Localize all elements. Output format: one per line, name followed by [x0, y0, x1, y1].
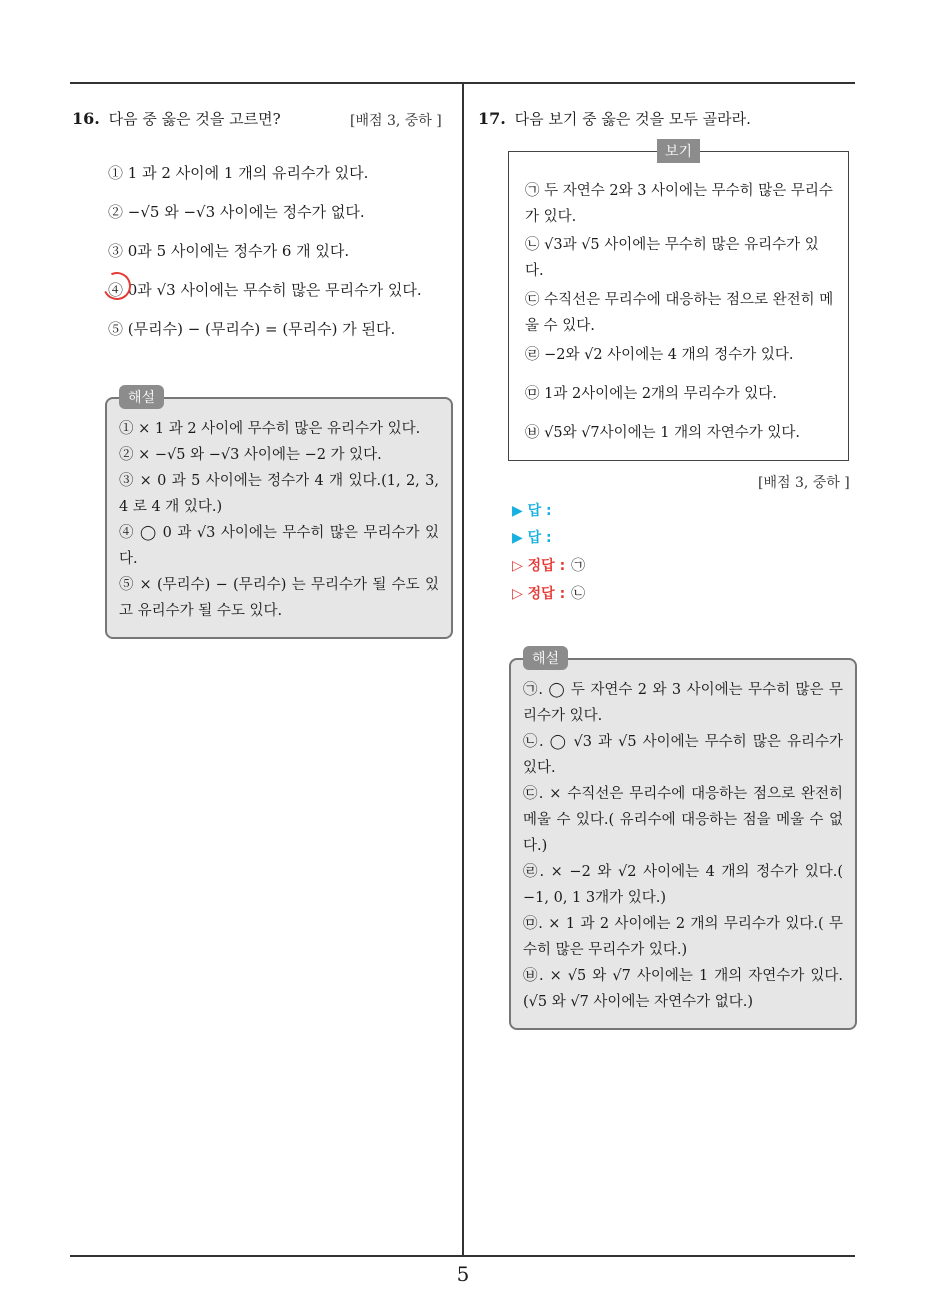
q17-solution-line: ㉤. × 1 과 2 사이에는 2 개의 무리수가 있다.( 무수히 많은 무리수가 있다.) — [523, 916, 843, 958]
correct-answer-1 — [512, 555, 585, 575]
correct-answer-2 — [512, 583, 585, 603]
bogi-item: ㉢ 수직선은 무리수에 대응하는 점으로 완전히 메울 수 있다. — [525, 292, 834, 334]
column-divider — [462, 84, 464, 1256]
q16-solution-line: ② × −√5 와 −√3 사이에는 −2 가 있다. — [119, 447, 382, 463]
q17-score: [배점 3, 중하 ] — [758, 475, 850, 491]
q17-title — [478, 108, 751, 129]
bottom-rule — [70, 1255, 855, 1257]
q17-solution-line: ㉡. ◯ √3 과 √5 사이에는 무수히 많은 유리수가 있다. — [523, 734, 843, 776]
q16-solution-line: ① × 1 과 2 사이에 무수히 많은 유리수가 있다. — [119, 421, 421, 437]
q16-score: [배점 3, 중하 ] — [350, 113, 442, 129]
q16-title — [72, 108, 281, 129]
page-number: 5 — [456, 1262, 470, 1286]
q16-solution-line: ⑤ × (무리수) − (무리수) 는 무리수가 될 수도 있고 유리수가 될 수도 있다. — [119, 577, 439, 619]
bogi-item: ㉠ 두 자연수 2와 3 사이에는 무수히 많은 무리수가 있다. — [525, 183, 833, 225]
answer-label-1: ▶ 답 : — [512, 503, 552, 519]
correct-label: ▷ 정답 : — [512, 558, 566, 574]
q17-solution-box — [509, 658, 857, 1030]
q17-solution-line: ㉢. × 수직선은 무리수에 대응하는 점으로 완전히 메울 수 있다.( 유리수에 대응하는 점을 메울 수 없다.) — [523, 786, 843, 854]
bogi-item: ㉡ √3과 √5 사이에는 무수히 많은 유리수가 있다. — [525, 237, 819, 279]
q16-choice-3[interactable]: ③ 0과 5 사이에는 정수가 6 개 있다. — [108, 242, 350, 260]
q17-solution-line: ㉥. × √5 와 √7 사이에는 1 개의 자연수가 있다.(√5 와 √7 사이에는 자연수가 없다.) — [523, 968, 843, 1010]
q17-number: 17. — [478, 109, 506, 128]
q16-choice-2[interactable]: ② −√5 와 −√3 사이에는 정수가 없다. — [108, 203, 365, 221]
q16-choice-1[interactable]: ① 1 과 2 사이에 1 개의 유리수가 있다. — [108, 164, 369, 182]
bogi-item: ㉥ √5와 √7사이에는 1 개의 자연수가 있다. — [525, 425, 801, 441]
q16-solution-box — [105, 397, 453, 639]
correct-label: ▷ 정답 : — [512, 586, 566, 602]
q16-number: 16. — [72, 109, 100, 128]
bogi-item: ㉣ −2와 √2 사이에는 4 개의 정수가 있다. — [525, 347, 794, 363]
correct-value: ㉠ — [571, 558, 586, 574]
q17-solution-line: ㉣. × −2 와 √2 사이에는 4 개의 정수가 있다.( −1, 0, 1 3개가 있다.) — [523, 864, 843, 906]
q17-solution-line: ㉠. ◯ 두 자연수 2 와 3 사이에는 무수히 많은 무리수가 있다. — [523, 682, 843, 724]
correct-value: ㉡ — [571, 586, 586, 602]
answer-label-2: ▶ 답 : — [512, 530, 552, 546]
q17-question: 다음 보기 중 옳은 것을 모두 골라라. — [514, 110, 751, 128]
q16-choice-5[interactable]: ⑤ (무리수) − (무리수) = (무리수) 가 된다. — [108, 320, 396, 338]
bogi-item: ㉤ 1과 2사이에는 2개의 무리수가 있다. — [525, 386, 777, 402]
q17-solution-tag: 해설 — [523, 646, 568, 670]
q16-choice-4[interactable]: ④ 0과 √3 사이에는 무수히 많은 무리수가 있다. — [108, 281, 422, 299]
q16-question: 다음 중 옳은 것을 고르면? — [108, 110, 281, 128]
q16-solution-tag: 해설 — [119, 385, 164, 409]
q16-solution-line: ④ ◯ 0 과 √3 사이에는 무수히 많은 무리수가 있다. — [119, 525, 439, 567]
bogi-tag: 보기 — [657, 139, 700, 163]
q16-solution-line: ③ × 0 과 5 사이에는 정수가 4 개 있다.(1, 2, 3, 4 로 4 개 있다.) — [119, 473, 439, 515]
